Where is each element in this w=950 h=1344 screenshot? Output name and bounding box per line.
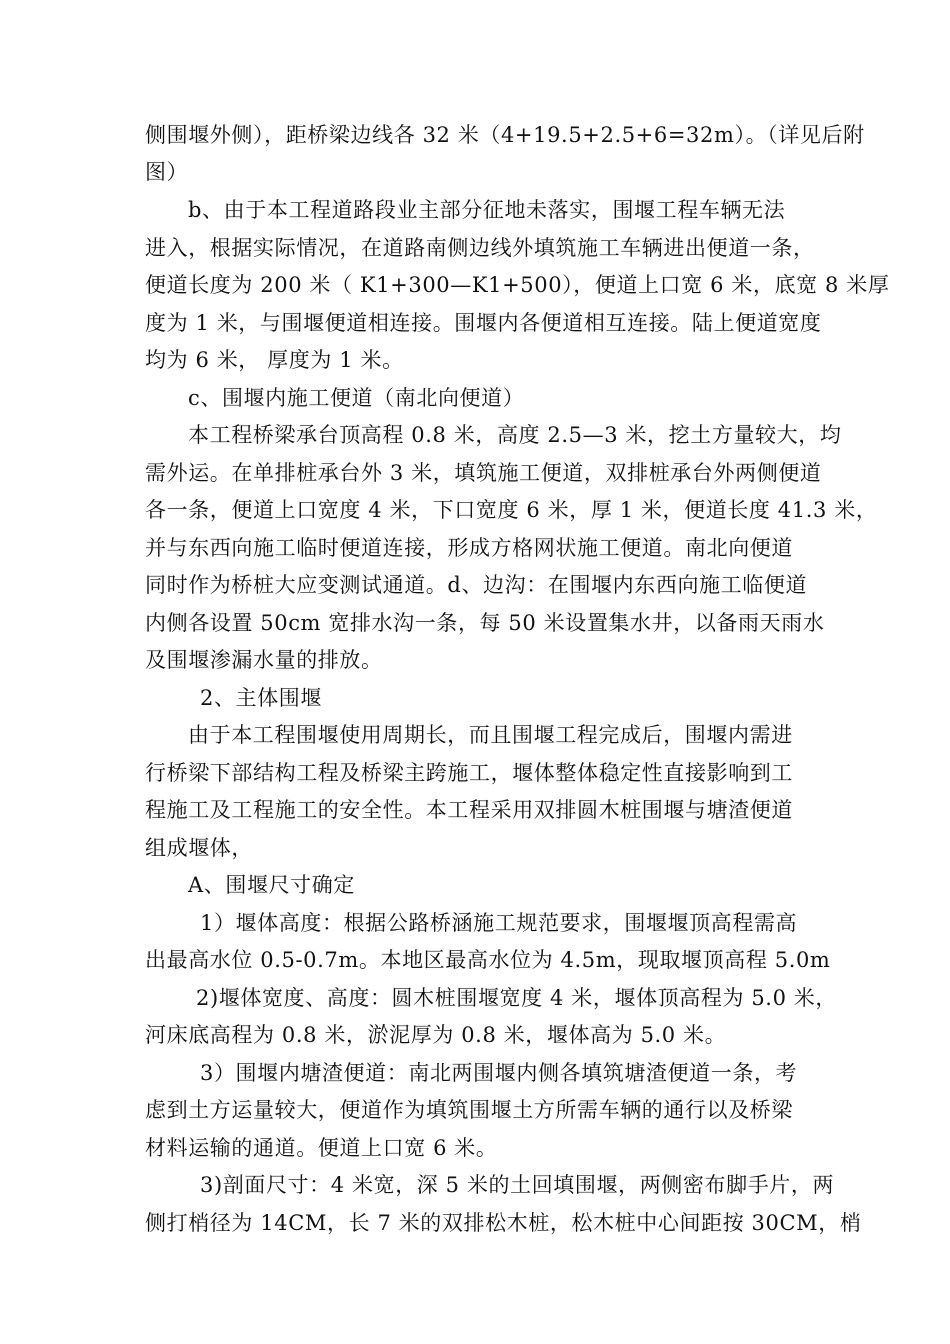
text-line: 图） xyxy=(145,160,189,184)
text-line: 便道长度为 200 米（ K1+300—K1+500），便道上口宽 6 米，底宽 8 米厚 xyxy=(145,273,890,297)
text-line: 行桥梁下部结构工程及桥梁主跨施工，堰体整体稳定性直接影响到工 xyxy=(145,761,793,785)
text-line: 及围堰渗漏水量的排放。 xyxy=(145,648,383,672)
text-line: 材料运输的通道。便道上口宽 6 米。 xyxy=(145,1136,498,1160)
text-line: 由于本工程围堰使用周期长，而且围堰工程完成后，围堰内需进 xyxy=(188,723,793,747)
text-line: 2)堰体宽度、高度：圆木桩围堰宽度 4 米，堰体顶高程为 5.0 米， xyxy=(196,986,838,1010)
text-line: 侧围堰外侧），距桥梁边线各 32 米（4+19.5+2.5+6=32m）。（详见后附 xyxy=(145,123,865,147)
section-heading: 2、主体围堰 xyxy=(200,686,322,710)
text-line: 进入，根据实际情况，在道路南侧边线外填筑施工车辆进出便道一条， xyxy=(145,236,815,260)
text-line: 均为 6 米， 厚度为 1 米。 xyxy=(145,348,404,372)
text-line: 虑到土方运量较大，便道作为填筑围堰土方所需车辆的通行以及桥梁 xyxy=(145,1098,793,1122)
text-line: 3）围堰内塘渣便道：南北两围堰内侧各填筑塘渣便道一条，考 xyxy=(200,1061,798,1085)
text-line: 侧打梢径为 14CM，长 7 米的双排松木桩，松木桩中心间距按 30CM，梢 xyxy=(145,1211,862,1235)
text-line: 并与东西向施工临时便道连接，形成方格网状施工便道。南北向便道 xyxy=(145,536,793,560)
text-line: 3)剖面尺寸：4 米宽，深 5 米的土回填围堰，两侧密布脚手片，两 xyxy=(200,1173,835,1197)
text-line: b、由于本工程道路段业主部分征地未落实，围堰工程车辆无法 xyxy=(188,198,786,222)
text-line: 本工程桥梁承台顶高程 0.8 米，高度 2.5—3 米，挖土方量较大，均 xyxy=(188,423,842,447)
text-line: 1）堰体高度：根据公路桥涵施工规范要求，围堰堰顶高程需高 xyxy=(200,911,798,935)
text-line: 组成堰体， xyxy=(145,836,253,860)
text-line: c、围堰内施工便道（南北向便道） xyxy=(188,386,525,410)
text-line: 内侧各设置 50cm 宽排水沟一条，每 50 米设置集水井，以备雨天雨水 xyxy=(145,611,825,635)
text-line: 需外运。在单排桩承台外 3 米，填筑施工便道，双排桩承台外两侧便道 xyxy=(145,461,822,485)
text-line: 度为 1 米，与围堰便道相连接。围堰内各便道相互连接。陆上便道宽度 xyxy=(145,311,822,335)
text-line: 同时作为桥桩大应变测试通道。d、边沟：在围堰内东西向施工临便道 xyxy=(145,573,808,597)
text-line: 各一条，便道上口宽度 4 米，下口宽度 6 米，厚 1 米，便道长度 41.3 米， xyxy=(145,498,878,522)
text-line: 出最高水位 0.5-0.7m。本地区最高水位为 4.5m，现取堰顶高程 5.0m xyxy=(145,948,831,972)
text-line: 程施工及工程施工的安全性。本工程采用双排圆木桩围堰与塘渣便道 xyxy=(145,798,793,822)
text-line: 河床底高程为 0.8 米，淤泥厚为 0.8 米，堰体高为 5.0 米。 xyxy=(145,1023,727,1047)
subsection-heading: A、围堰尺寸确定 xyxy=(188,873,355,897)
